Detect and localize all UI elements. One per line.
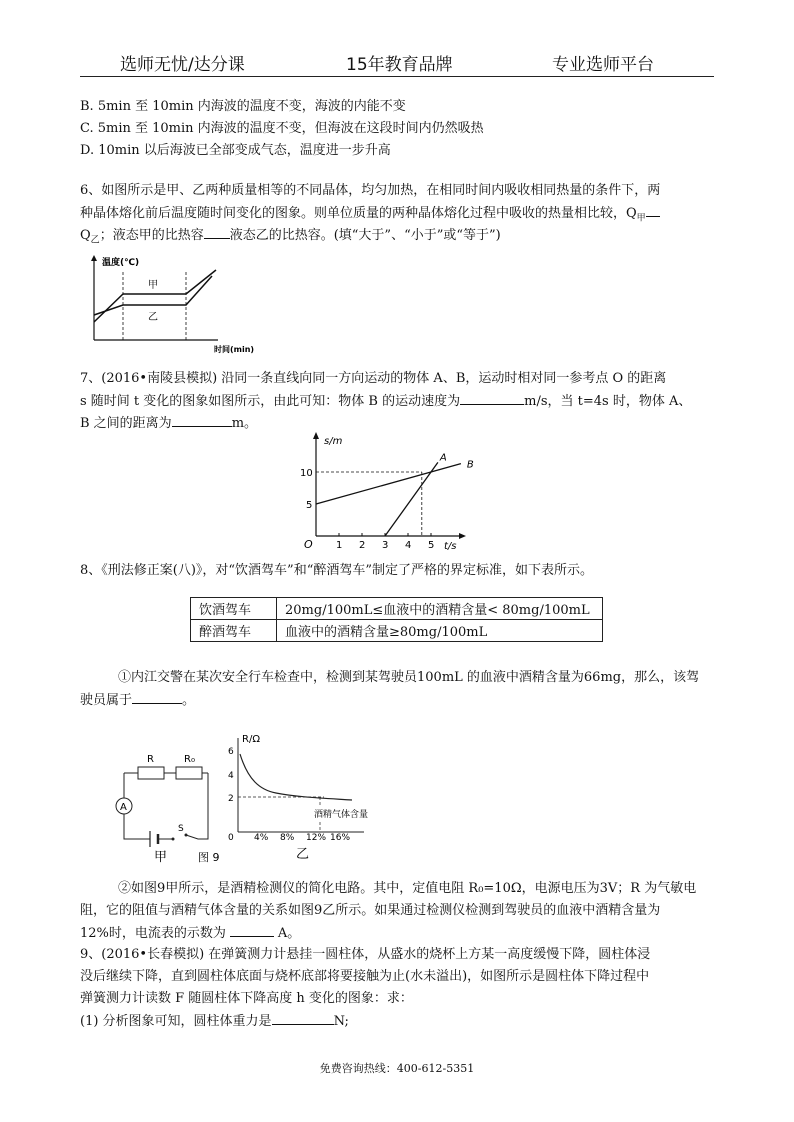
rgraph-xtick: 16% [330,833,351,843]
rgraph-ytick: 4 [228,771,234,781]
x-tick-label: 5 [428,540,435,550]
header-rule [80,76,714,77]
q9-blank1 [272,1011,334,1025]
q9-line3: 弹簧测力计读数 F 随圆柱体下降高度 h 变化的图象：求： [80,991,413,1006]
q9-line2: 没后继续下降，直到圆柱体底面与烧杯底部将要接触为止(水未溢出)，如图所示是圆柱体下降过程中 [80,969,650,984]
table-cell: 血液中的酒精含量≥80mg/100mL [277,620,603,642]
q8-circuit-diagram [110,735,230,865]
rgraph-curve [240,754,352,800]
series-label-B: B [466,459,474,471]
q7-st-graph [300,430,500,550]
q6-label-yi: 乙 [148,312,158,323]
rgraph-xtick: 8% [280,833,295,843]
q8-part1-line1: ①内江交警在某次安全行车检查中，检测到某驾驶员100mL 的血液中酒精含量为66mg，那么，该驾 [118,670,700,685]
q7-line3: B 之间的距离为 m。 [80,413,720,434]
caption-fig9: 图 9 [198,851,220,864]
q7-xlabel: t/s [444,541,457,550]
label-s: S [178,824,184,834]
q6-line3: $Q_乙$；液态甲的比热容 液态乙的比热容。(填“大于”、“小于”或“等于”) [80,225,720,251]
rgraph-xtick: 4% [254,833,269,843]
footer-hotline: 免费咨询热线：400-612-5351 [319,1062,475,1075]
table-row [191,620,603,642]
q8-part2-line1: ②如图9甲所示，是酒精检测仪的简化电路。其中，定值电阻 R₀=10Ω，电源电压为3V；R 为气敏电 [118,881,697,896]
resistor-r-icon [138,767,164,779]
q9-line4: (1) 分析图象可知，圆柱体重力是 N; [80,1011,720,1032]
x-tick-label: 4 [405,540,412,550]
header-left: 选师无忧/达分课 [120,55,245,75]
rgraph-xtick: 12% [306,833,327,843]
q6-melting-graph [86,252,266,362]
header-center: 15年教育品牌 [346,55,453,75]
rgraph-ytick: 2 [228,794,234,804]
q8-resistance-graph [224,730,374,865]
x-tick-label: 3 [382,540,389,550]
resistor-r0-icon [176,767,202,779]
switch-icon [172,838,175,841]
y-tick-label: 5 [306,500,313,511]
series-line-B [316,464,461,504]
x-tick-label: 1 [336,540,343,550]
q8-part2-line2: 阻，它的阻值与酒精气体含量的关系如图9乙所示。如果通过检测仪检测到驾驶员的血液中酒精含量为 [80,903,661,918]
q8-blank1 [132,690,182,704]
series-line-A [385,462,438,536]
q8-law-table [190,597,603,642]
q6-label-jia: 甲 [148,280,158,291]
q5-option-d: D. 10min 以后海波已全部变成气态，温度进一步升高 [80,143,391,158]
table-cell: 饮酒驾车 [191,598,277,620]
q6-ylabel: 温度(℃) [102,258,140,268]
label-r: R [147,754,154,765]
q6-blank1 [646,203,660,217]
q7-line2: s 随时间 t 变化的图象如图所示，由此可知：物体 B 的运动速度为 m/s，当 t=4s 时，物体 A、 [80,391,720,412]
caption-jia: 甲 [154,850,168,865]
rgraph-legend: 酒精气体含量 [314,810,369,820]
label-r0: R₀ [184,754,195,765]
q7-blank1 [460,391,524,405]
q5-option-b: B. 5min 至 10min 内海波的温度不变，海波的内能不变 [80,99,406,114]
q8-part2-line3: 12%时，电流表的示数为 A。 [80,923,720,944]
table-cell: 醉酒驾车 [191,620,277,642]
series-label-A: A [439,452,447,464]
q9-line1: 9、(2016•长春模拟) 在弹簧测力计悬挂一圆柱体，从盛水的烧杯上方某一高度缓慢下降，圆柱体浸 [80,947,651,962]
q5-option-c: C. 5min 至 10min 内海波的温度不变，但海波在这段时间内仍然吸热 [80,121,484,136]
q8-blank2 [230,923,274,937]
q6-line1: 6、如图所示是甲、乙两种质量相等的不同晶体，均匀加热，在相同时间内吸收相同热量的条件下，两 [80,183,661,198]
x-tick-label: 2 [359,540,366,550]
rgraph-xtick: 0 [228,833,234,843]
q7-origin: O [304,538,313,550]
header-right: 专业选师平台 [552,55,654,75]
q6-xlabel: 时间(min) [214,345,255,354]
table-row [191,598,603,620]
y-tick-label: 10 [300,468,313,479]
q8-part1-line2: 驶员属于 。 [80,690,720,711]
q8-line1: 8、《刑法修正案(八)》，对“饮酒驾车”和“醉酒驾车”制定了严格的界定标准，如下表所示。 [80,563,593,578]
q7-blank2 [172,413,232,427]
q7-line1: 7、(2016•南陵县模拟) 沿同一条直线向同一方向运动的物体 A、B，运动时相对同一参考点 O 的距离 [80,371,667,386]
table-cell: 20mg/100mL≤血液中的酒精含量< 80mg/100mL [277,598,603,620]
q6-blank2 [204,225,230,239]
rgraph-ylabel: R/Ω [242,734,260,745]
q7-ylabel: s/m [324,436,343,447]
label-a: A [120,802,127,813]
rgraph-ytick: 6 [228,747,234,757]
q6-line2: 种晶体熔化前后温度随时间变化的图象。则单位质量的两种晶体熔化过程中吸收的热量相比较，$Q_甲$ [80,203,720,229]
caption-yi: 乙 [296,847,310,862]
